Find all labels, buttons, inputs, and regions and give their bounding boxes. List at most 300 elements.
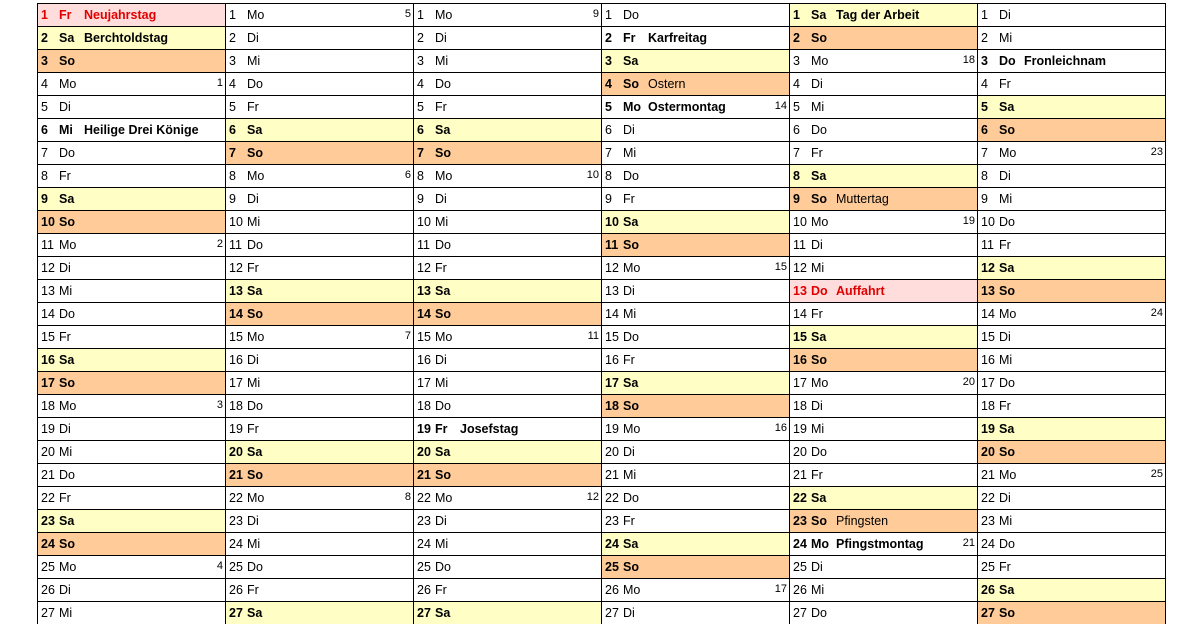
weekday: Mo bbox=[59, 399, 77, 413]
day-number: 10 bbox=[793, 215, 807, 229]
day-cell bbox=[977, 72, 1166, 95]
day-cell bbox=[37, 463, 226, 486]
day-number: 27 bbox=[605, 606, 619, 620]
week-number: 3 bbox=[216, 399, 223, 411]
day-number: 4 bbox=[41, 77, 48, 91]
day-number: 3 bbox=[981, 54, 988, 68]
day-cell bbox=[789, 348, 978, 371]
weekday: So bbox=[59, 376, 75, 390]
weekday: Di bbox=[623, 123, 635, 137]
day-number: 8 bbox=[793, 169, 800, 183]
weekday: Mi bbox=[811, 583, 825, 597]
day-cell bbox=[413, 463, 602, 486]
day-number: 21 bbox=[981, 468, 995, 482]
day-cell bbox=[225, 578, 414, 601]
week-number: 17 bbox=[774, 583, 787, 595]
day-number: 2 bbox=[793, 31, 800, 45]
day-number: 23 bbox=[793, 514, 807, 528]
day-number: 23 bbox=[41, 514, 55, 528]
day-cell bbox=[789, 95, 978, 118]
day-number: 1 bbox=[793, 8, 800, 22]
day-number: 6 bbox=[417, 123, 424, 137]
weekday: Di bbox=[59, 100, 71, 114]
day-cell bbox=[601, 256, 790, 279]
day-cell bbox=[225, 141, 414, 164]
weekday: Do bbox=[999, 376, 1015, 390]
week-number: 25 bbox=[1150, 468, 1163, 480]
day-number: 14 bbox=[793, 307, 807, 321]
day-cell bbox=[37, 3, 226, 26]
day-number: 23 bbox=[417, 514, 431, 528]
week-number: 4 bbox=[216, 560, 223, 572]
day-cell bbox=[977, 440, 1166, 463]
day-number: 4 bbox=[417, 77, 424, 91]
day-cell bbox=[37, 279, 226, 302]
day-cell bbox=[413, 555, 602, 578]
weekday: Sa bbox=[623, 54, 639, 68]
weekday: Fr bbox=[59, 491, 71, 505]
week-number: 1 bbox=[216, 77, 223, 89]
day-cell bbox=[789, 509, 978, 532]
weekday: Do bbox=[435, 560, 451, 574]
day-number: 14 bbox=[605, 307, 619, 321]
day-number: 14 bbox=[229, 307, 243, 321]
day-number: 27 bbox=[229, 606, 243, 620]
day-cell bbox=[789, 210, 978, 233]
day-cell bbox=[601, 164, 790, 187]
weekday: Sa bbox=[623, 215, 639, 229]
day-number: 12 bbox=[793, 261, 807, 275]
day-number: 18 bbox=[417, 399, 431, 413]
day-number: 19 bbox=[793, 422, 807, 436]
day-cell bbox=[789, 302, 978, 325]
day-number: 20 bbox=[229, 445, 243, 459]
weekday: Sa bbox=[247, 123, 263, 137]
holiday-name: Berchtoldstag bbox=[84, 31, 169, 45]
day-number: 5 bbox=[605, 100, 612, 114]
week-number: 8 bbox=[404, 491, 411, 503]
day-number: 13 bbox=[981, 284, 995, 298]
day-number: 19 bbox=[229, 422, 243, 436]
weekday: So bbox=[623, 399, 639, 413]
weekday: Di bbox=[59, 261, 71, 275]
weekday: Mo bbox=[435, 330, 453, 344]
day-number: 21 bbox=[41, 468, 55, 482]
day-cell bbox=[789, 325, 978, 348]
weekday: Sa bbox=[247, 606, 263, 620]
day-number: 25 bbox=[417, 560, 431, 574]
week-number: 14 bbox=[774, 100, 787, 112]
day-number: 7 bbox=[417, 146, 424, 160]
day-number: 8 bbox=[417, 169, 424, 183]
day-number: 1 bbox=[41, 8, 48, 22]
weekday: Fr bbox=[999, 77, 1011, 91]
weekday: So bbox=[811, 514, 827, 528]
weekday: Mo bbox=[999, 146, 1017, 160]
day-number: 1 bbox=[417, 8, 424, 22]
weekday: Fr bbox=[247, 100, 259, 114]
day-number: 8 bbox=[41, 169, 48, 183]
day-cell bbox=[601, 463, 790, 486]
day-cell bbox=[413, 578, 602, 601]
day-cell bbox=[977, 348, 1166, 371]
day-number: 10 bbox=[605, 215, 619, 229]
day-number: 17 bbox=[417, 376, 431, 390]
weekday: Mo bbox=[59, 238, 77, 252]
day-cell bbox=[37, 256, 226, 279]
day-cell bbox=[413, 256, 602, 279]
weekday: Do bbox=[59, 307, 75, 321]
day-cell bbox=[789, 601, 978, 624]
day-number: 21 bbox=[793, 468, 807, 482]
holiday-name: Ostern bbox=[648, 77, 686, 91]
day-number: 7 bbox=[605, 146, 612, 160]
day-cell bbox=[977, 325, 1166, 348]
day-number: 19 bbox=[605, 422, 619, 436]
day-number: 13 bbox=[229, 284, 243, 298]
weekday: Di bbox=[623, 606, 635, 620]
weekday: So bbox=[811, 31, 827, 45]
weekday: Mo bbox=[435, 491, 453, 505]
day-number: 7 bbox=[41, 146, 48, 160]
weekday: Sa bbox=[999, 422, 1015, 436]
day-cell bbox=[977, 256, 1166, 279]
weekday: Mi bbox=[59, 445, 73, 459]
weekday: Di bbox=[435, 514, 447, 528]
day-cell bbox=[977, 555, 1166, 578]
day-number: 18 bbox=[981, 399, 995, 413]
day-cell bbox=[413, 394, 602, 417]
weekday: Di bbox=[247, 353, 259, 367]
weekday: Sa bbox=[247, 284, 263, 298]
day-number: 16 bbox=[229, 353, 243, 367]
weekday: Do bbox=[811, 606, 827, 620]
weekday: Di bbox=[435, 192, 447, 206]
day-cell bbox=[977, 210, 1166, 233]
day-cell bbox=[225, 187, 414, 210]
day-cell bbox=[37, 187, 226, 210]
weekday: Mi bbox=[59, 284, 73, 298]
day-cell bbox=[413, 141, 602, 164]
day-number: 20 bbox=[605, 445, 619, 459]
day-cell bbox=[601, 279, 790, 302]
weekday: Sa bbox=[811, 330, 827, 344]
day-cell bbox=[225, 3, 414, 26]
day-number: 22 bbox=[981, 491, 995, 505]
day-number: 21 bbox=[229, 468, 243, 482]
day-number: 11 bbox=[793, 238, 806, 252]
weekday: Sa bbox=[999, 583, 1015, 597]
weekday: Mo bbox=[59, 77, 77, 91]
day-number: 22 bbox=[41, 491, 55, 505]
day-number: 14 bbox=[981, 307, 995, 321]
day-number: 7 bbox=[229, 146, 236, 160]
day-cell bbox=[601, 555, 790, 578]
weekday: Do bbox=[59, 146, 75, 160]
day-cell bbox=[977, 371, 1166, 394]
day-cell bbox=[977, 95, 1166, 118]
day-cell bbox=[601, 26, 790, 49]
day-number: 11 bbox=[229, 238, 242, 252]
weekday: Sa bbox=[999, 100, 1015, 114]
day-cell bbox=[37, 348, 226, 371]
weekday: Mo bbox=[435, 8, 453, 22]
day-number: 11 bbox=[981, 238, 994, 252]
day-cell bbox=[37, 371, 226, 394]
weekday: Fr bbox=[435, 583, 447, 597]
weekday: Sa bbox=[811, 491, 827, 505]
weekday: Sa bbox=[59, 514, 75, 528]
day-cell bbox=[601, 141, 790, 164]
weekday: Fr bbox=[623, 353, 635, 367]
day-cell bbox=[977, 486, 1166, 509]
day-cell bbox=[37, 486, 226, 509]
weekday: Fr bbox=[999, 560, 1011, 574]
day-cell bbox=[413, 279, 602, 302]
day-cell bbox=[977, 509, 1166, 532]
day-number: 12 bbox=[417, 261, 431, 275]
weekday: Mo bbox=[811, 215, 829, 229]
weekday: Mi bbox=[247, 54, 261, 68]
holiday-name: Josefstag bbox=[460, 422, 519, 436]
weekday: Fr bbox=[247, 261, 259, 275]
day-number: 26 bbox=[981, 583, 995, 597]
day-number: 3 bbox=[605, 54, 612, 68]
day-number: 25 bbox=[793, 560, 807, 574]
weekday: Mo bbox=[59, 560, 77, 574]
day-cell bbox=[601, 532, 790, 555]
day-number: 24 bbox=[793, 537, 807, 551]
weekday: Fr bbox=[435, 100, 447, 114]
weekday: Sa bbox=[435, 284, 451, 298]
weekday: Do bbox=[435, 77, 451, 91]
weekday: Fr bbox=[247, 583, 259, 597]
day-number: 27 bbox=[981, 606, 995, 620]
weekday: Do bbox=[623, 8, 639, 22]
day-number: 25 bbox=[41, 560, 55, 574]
week-number: 11 bbox=[587, 330, 599, 342]
day-number: 22 bbox=[417, 491, 431, 505]
day-cell bbox=[413, 371, 602, 394]
day-number: 4 bbox=[981, 77, 988, 91]
weekday: So bbox=[59, 215, 75, 229]
weekday: Do bbox=[623, 491, 639, 505]
day-cell bbox=[225, 325, 414, 348]
weekday: So bbox=[435, 307, 451, 321]
day-cell bbox=[977, 164, 1166, 187]
day-number: 10 bbox=[41, 215, 55, 229]
week-number: 2 bbox=[216, 238, 223, 250]
weekday: Di bbox=[247, 192, 259, 206]
day-number: 12 bbox=[41, 261, 55, 275]
day-cell bbox=[413, 601, 602, 624]
day-cell bbox=[225, 348, 414, 371]
day-number: 14 bbox=[417, 307, 431, 321]
weekday: So bbox=[999, 606, 1015, 620]
weekday: Do bbox=[811, 123, 827, 137]
day-cell bbox=[413, 187, 602, 210]
day-number: 24 bbox=[605, 537, 619, 551]
weekday: Mi bbox=[59, 123, 73, 137]
weekday: Mi bbox=[623, 468, 637, 482]
day-cell bbox=[413, 95, 602, 118]
day-number: 16 bbox=[417, 353, 431, 367]
weekday: Mo bbox=[623, 100, 642, 114]
day-cell bbox=[413, 210, 602, 233]
day-cell bbox=[225, 532, 414, 555]
day-cell bbox=[601, 325, 790, 348]
day-number: 20 bbox=[793, 445, 807, 459]
day-number: 24 bbox=[41, 537, 55, 551]
weekday: Mi bbox=[623, 146, 637, 160]
day-cell bbox=[977, 26, 1166, 49]
weekday: Di bbox=[999, 8, 1011, 22]
weekday: Mo bbox=[247, 491, 265, 505]
weekday: Fr bbox=[59, 169, 71, 183]
weekday: Mo bbox=[811, 537, 830, 551]
weekday: Di bbox=[811, 399, 823, 413]
day-number: 14 bbox=[41, 307, 55, 321]
day-number: 16 bbox=[793, 353, 807, 367]
weekday: Fr bbox=[435, 422, 448, 436]
weekday: Di bbox=[811, 238, 823, 252]
day-cell bbox=[413, 118, 602, 141]
day-number: 18 bbox=[605, 399, 619, 413]
day-cell bbox=[789, 141, 978, 164]
day-cell bbox=[37, 233, 226, 256]
weekday: Fr bbox=[811, 307, 823, 321]
day-cell bbox=[225, 486, 414, 509]
weekday: Di bbox=[999, 169, 1011, 183]
holiday-name: Pfingstmontag bbox=[836, 537, 924, 551]
day-cell bbox=[977, 601, 1166, 624]
day-cell bbox=[225, 164, 414, 187]
day-number: 18 bbox=[793, 399, 807, 413]
day-cell bbox=[789, 440, 978, 463]
day-number: 27 bbox=[41, 606, 55, 620]
week-number: 10 bbox=[586, 169, 599, 181]
day-cell bbox=[225, 417, 414, 440]
day-number: 13 bbox=[605, 284, 619, 298]
weekday: Mo bbox=[247, 330, 265, 344]
day-cell bbox=[601, 601, 790, 624]
weekday: Do bbox=[435, 238, 451, 252]
day-number: 16 bbox=[41, 353, 55, 367]
weekday: Fr bbox=[811, 146, 823, 160]
day-cell bbox=[413, 509, 602, 532]
day-cell bbox=[225, 279, 414, 302]
day-number: 7 bbox=[793, 146, 800, 160]
day-number: 9 bbox=[981, 192, 988, 206]
day-number: 26 bbox=[229, 583, 243, 597]
day-number: 12 bbox=[981, 261, 995, 275]
weekday: Di bbox=[59, 583, 71, 597]
weekday: Mi bbox=[811, 100, 825, 114]
day-cell bbox=[789, 49, 978, 72]
weekday: Mi bbox=[435, 376, 449, 390]
day-cell bbox=[413, 26, 602, 49]
weekday: So bbox=[623, 238, 639, 252]
weekday: So bbox=[999, 123, 1015, 137]
weekday: Fr bbox=[59, 8, 72, 22]
day-cell bbox=[225, 118, 414, 141]
day-cell bbox=[225, 72, 414, 95]
day-number: 2 bbox=[41, 31, 48, 45]
day-cell bbox=[225, 555, 414, 578]
day-number: 20 bbox=[981, 445, 995, 459]
weekday: Di bbox=[59, 422, 71, 436]
weekday: So bbox=[247, 468, 263, 482]
day-cell bbox=[977, 118, 1166, 141]
day-number: 25 bbox=[981, 560, 995, 574]
day-cell bbox=[37, 210, 226, 233]
weekday: Do bbox=[623, 169, 639, 183]
day-cell bbox=[37, 72, 226, 95]
day-cell bbox=[413, 72, 602, 95]
day-number: 17 bbox=[229, 376, 243, 390]
day-number: 2 bbox=[605, 31, 612, 45]
day-cell bbox=[601, 509, 790, 532]
day-number: 6 bbox=[793, 123, 800, 137]
day-cell bbox=[225, 256, 414, 279]
day-number: 6 bbox=[229, 123, 236, 137]
day-cell bbox=[225, 26, 414, 49]
day-number: 5 bbox=[981, 100, 988, 114]
day-number: 23 bbox=[229, 514, 243, 528]
weekday: Di bbox=[999, 491, 1011, 505]
day-number: 9 bbox=[41, 192, 48, 206]
weekday: Mi bbox=[59, 606, 73, 620]
holiday-name: Karfreitag bbox=[648, 31, 708, 45]
weekday: Fr bbox=[999, 238, 1011, 252]
day-number: 18 bbox=[229, 399, 243, 413]
day-number: 17 bbox=[41, 376, 55, 390]
day-number: 12 bbox=[605, 261, 619, 275]
weekday: Do bbox=[999, 54, 1016, 68]
day-cell bbox=[37, 578, 226, 601]
weekday: Fr bbox=[247, 422, 259, 436]
day-cell bbox=[601, 118, 790, 141]
holiday-name: Ostermontag bbox=[648, 100, 726, 114]
day-number: 9 bbox=[605, 192, 612, 206]
weekday: Mo bbox=[247, 169, 265, 183]
day-cell bbox=[37, 394, 226, 417]
weekday: Mo bbox=[999, 468, 1017, 482]
day-number: 27 bbox=[417, 606, 431, 620]
weekday: Fr bbox=[59, 330, 71, 344]
weekday: Fr bbox=[999, 399, 1011, 413]
day-cell bbox=[601, 95, 790, 118]
weekday: Do bbox=[247, 77, 263, 91]
weekday: So bbox=[435, 146, 451, 160]
day-number: 15 bbox=[41, 330, 55, 344]
day-number: 3 bbox=[793, 54, 800, 68]
weekday: Sa bbox=[435, 445, 451, 459]
week-number: 6 bbox=[404, 169, 411, 181]
week-number: 16 bbox=[774, 422, 787, 434]
weekday: Do bbox=[999, 215, 1015, 229]
weekday: Mo bbox=[623, 261, 641, 275]
weekday: Di bbox=[811, 560, 823, 574]
day-number: 3 bbox=[41, 54, 48, 68]
day-cell bbox=[37, 532, 226, 555]
day-number: 13 bbox=[41, 284, 55, 298]
day-cell bbox=[601, 394, 790, 417]
weekday: Sa bbox=[247, 445, 263, 459]
holiday-name: Pfingsten bbox=[836, 514, 889, 528]
day-cell bbox=[601, 578, 790, 601]
day-cell bbox=[413, 440, 602, 463]
